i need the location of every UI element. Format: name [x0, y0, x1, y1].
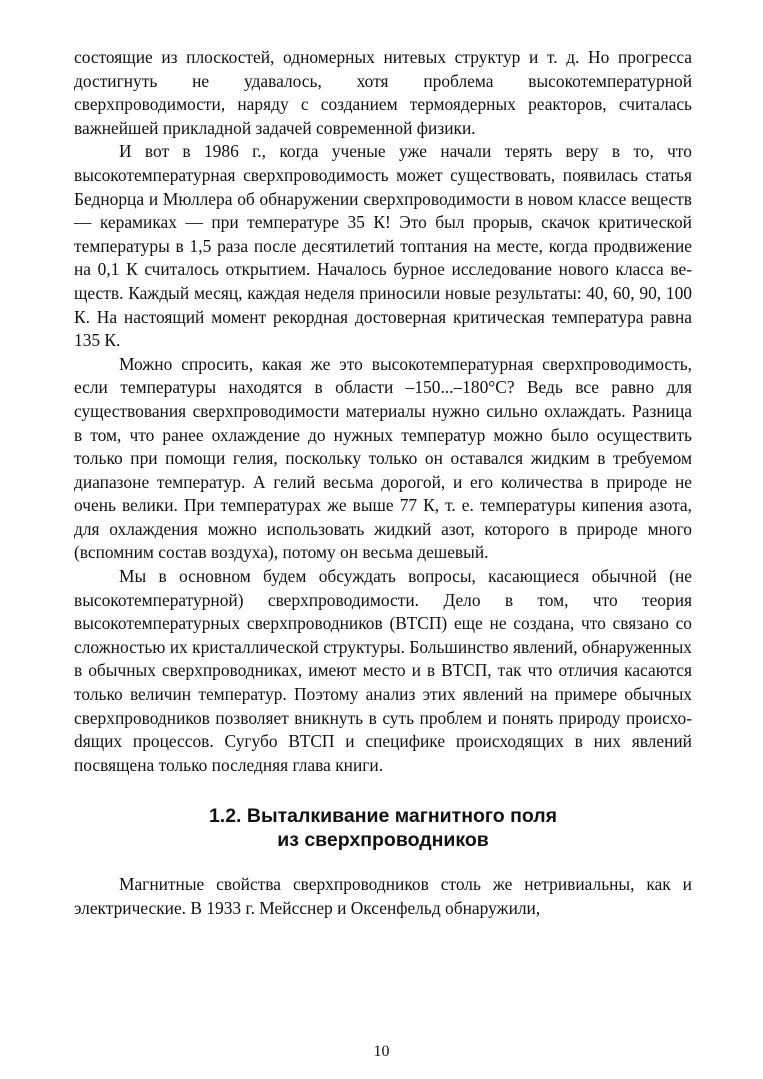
paragraph-htsc-question: Можно спросить, какая же это высокотемпературная сверхпроводимость, если температуры находятся в области –150...–180°С? Ведь все равно для существования сверхпроводимости материалы нужно сильно охлаждать. Разница в том, что ранее охлаждение до нужных температур можно было осуществить только при помощи гелия, поскольку только он оставался жидким в требуемом диапазоне температур. А гелий весьма дорогой, и его количества в природе не очень велики. При температурах же выше 77 К, т. е. температуры кипения азота, для охлаждения можно использовать жидкий азот, которого в природе много (вспомним состав воздуха), потому он весьма дешевый. — [74, 353, 692, 563]
paragraph-ordinary-superconductivity: Мы в основном будем обсуждать вопросы, касающиеся обычной (не высокотемпературной) сверхпроводимости. Дело в том, что теория высокотемпературных сверхпроводников (ВТСП) еще не создана, что связано со сложностью их кристаллической структуры. Большинство явлений, обнаруженных в обычных сверхпроводниках, имеют место и в ВТСП, так что отличия касаются только величин температур. Поэтому анализ этих явлений на примере обычных сверхпроводников позволяет вникнуть в суть проблем и понять природу происхоdящих процессов. Сугубо ВТСП и специфике происходящих в них явлений посвящена только последняя глава книги. — [74, 566, 692, 775]
page-body — [74, 46, 692, 921]
section-heading-line-2: из сверхпроводников — [277, 829, 489, 852]
section-heading-line-1: 1.2. Выталкивание магнитного поля — [208, 805, 558, 828]
section-heading — [74, 804, 692, 852]
paragraph-continued: состоящие из плоскостей, одномерных нитевых структур и т. д. Но прогресса достигнуть не удавалось, хотя проблема высокотемпературной сверхпроводимости, наряду с созданием термоядерных реакторов, считалась важнейшей прикладной задачей современной физики. — [74, 47, 692, 138]
paragraph-1986-discovery: И вот в 1986 г., когда ученые уже начали терять веру в то, что высокотемпературная сверхпроводимость может существовать, появилась статья Беднорца и Мюллера об обнаружении сверхпроводимости в новом классе веществ — керамиках — при температуре 35 К! Это был прорыв, скачок критической температуры в 1,5 раза после десятилетий топтания на месте, когда продвижение на 0,1 К считалось открытием. Началось бурное исследование нового класса веществ. Каждый месяц, каждая неделя приносили новые результаты: 40, 60, 90, 100 К. На настоящий момент рекордная достоверная критическая температура равна 135 К. — [74, 141, 692, 351]
page-number: 10 — [373, 1043, 390, 1060]
paragraph-magnetic-properties: Магнитные свойства сверхпроводников столь же нетривиальны, как и электрические. В 1933 г. Мейсснер и Оксенфельд обнаружили, — [74, 874, 692, 918]
